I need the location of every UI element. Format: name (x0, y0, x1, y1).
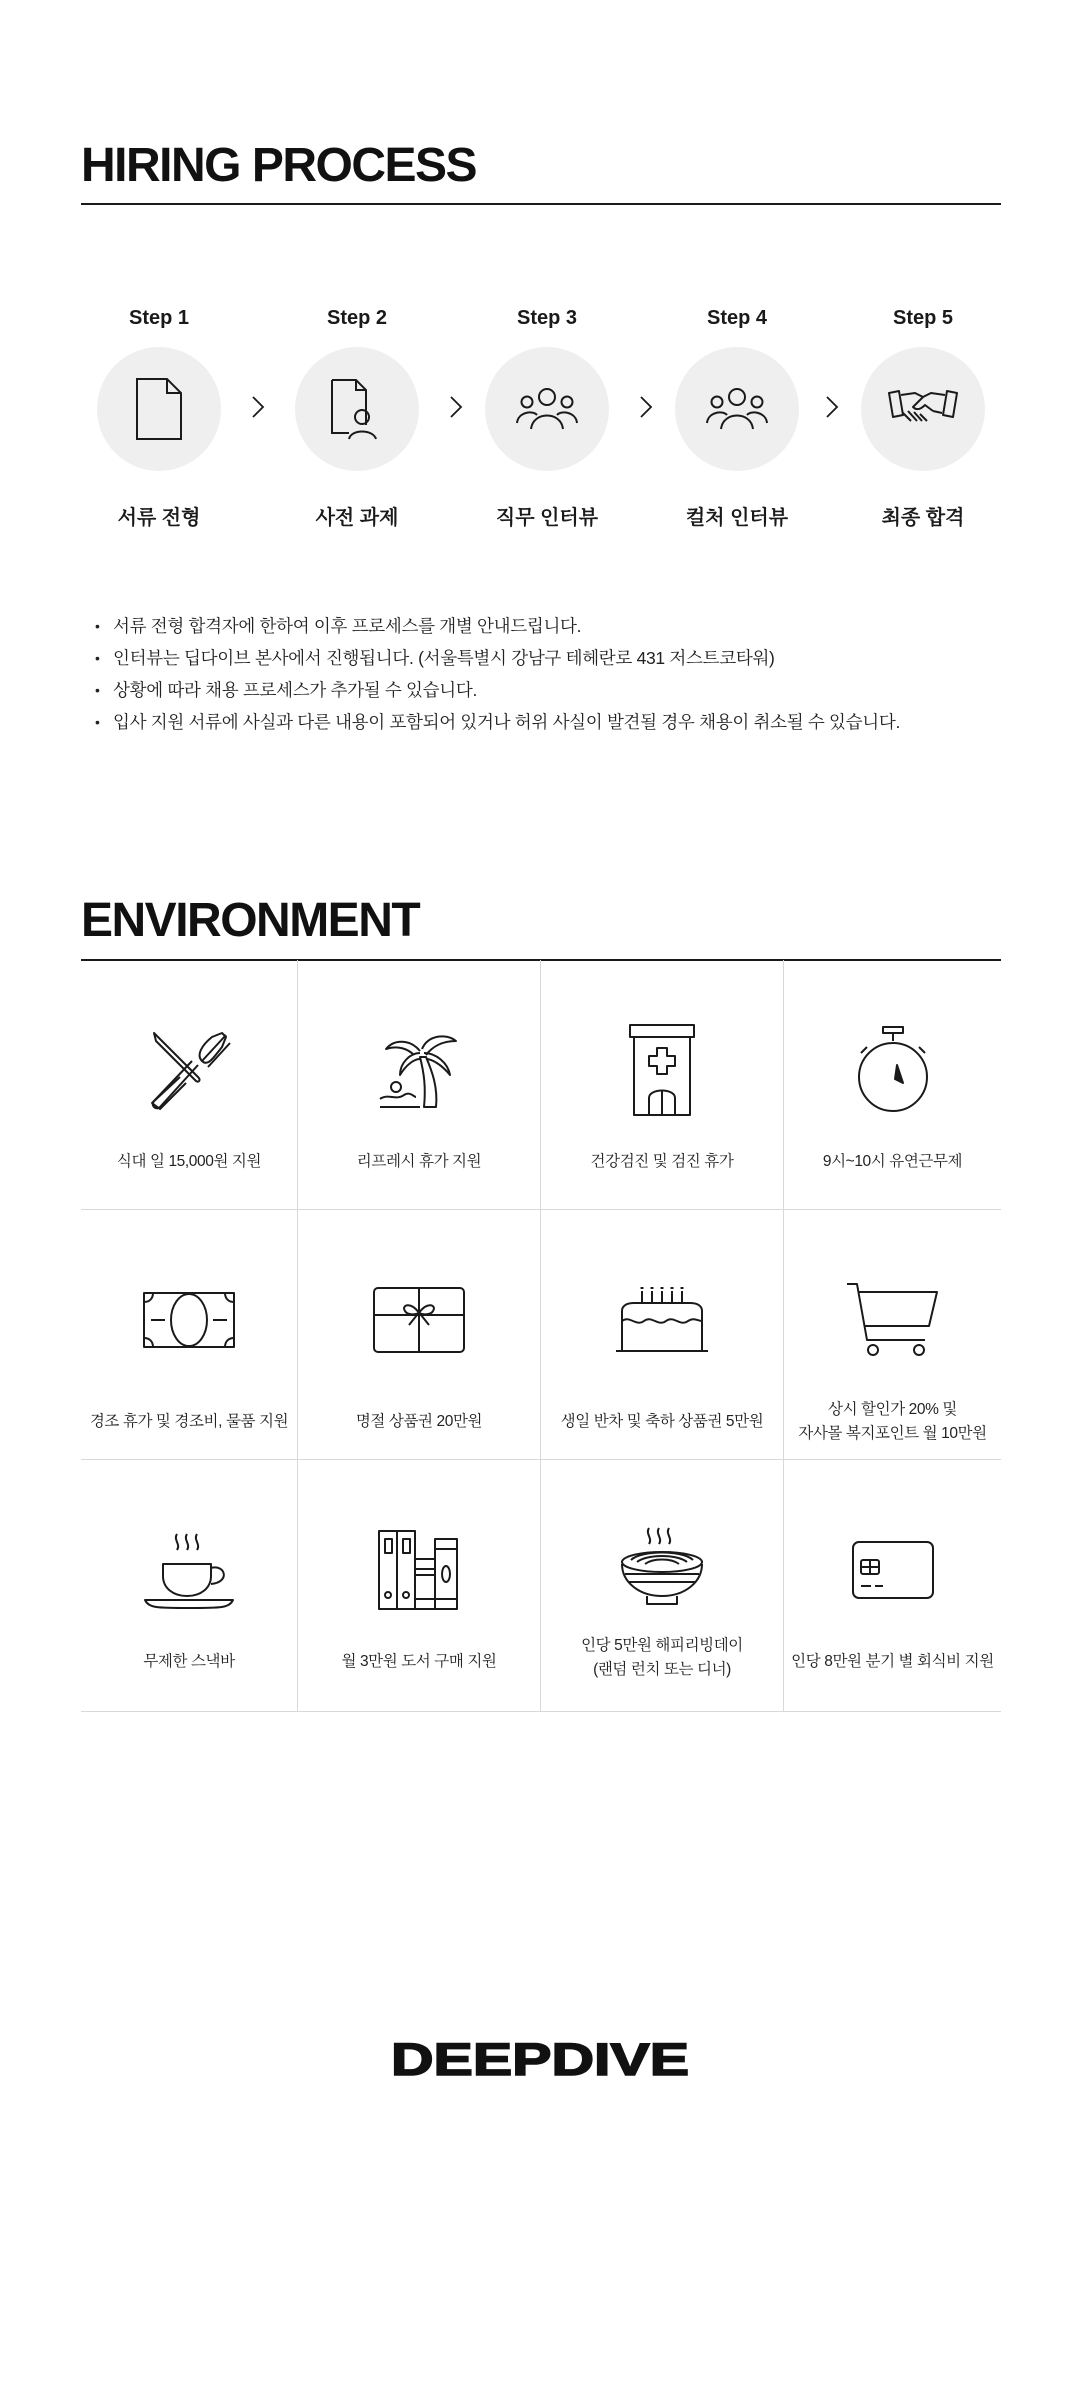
benefit-label: 인당 8만원 분기 별 회식비 지원 (791, 1653, 994, 1670)
deepdive-logo (0, 2040, 1080, 2080)
benefit-label: 경조 휴가 및 경조비, 물품 지원 (89, 1413, 289, 1430)
chevron-right-icon (639, 395, 653, 419)
logo-text: DEEPDIVE (391, 2040, 689, 2080)
step-3 (485, 305, 609, 530)
list-item: • 상황에 따라 채용 프로세스가 추가될 수 있습니다. (95, 674, 900, 706)
benefit-label: 리프레시 휴가 지원 (356, 1153, 482, 1170)
step-label: Step 3 (516, 307, 578, 329)
benefit-label: 식대 일 15,000원 지원 (116, 1153, 262, 1170)
step-icon-circle (675, 347, 799, 471)
hiring-title-divider (81, 203, 1001, 205)
benefit-label: 명절 상품권 20만원 (355, 1413, 483, 1430)
benefit-employee-discount (784, 1210, 1001, 1460)
list-item: • 입사 지원 서류에 사실과 다른 내용이 포함되어 있거나 허위 사실이 발견될 경우 채용이 취소될 수 있습니다. (95, 706, 900, 738)
step-1 (97, 305, 221, 530)
group-icon (515, 387, 579, 431)
benefit-holiday-voucher (298, 1210, 541, 1460)
shopping-cart-icon (838, 1265, 948, 1375)
benefit-label: 9시~10시 유연근무제 (822, 1153, 963, 1170)
benefit-flex-time (784, 960, 1001, 1210)
step-name: 사전 과제 (315, 507, 399, 529)
gift-card-icon (364, 1265, 474, 1375)
credit-card-icon (838, 1515, 948, 1625)
step-label: Step 5 (892, 307, 954, 329)
chevron-right-icon (449, 395, 463, 419)
benefit-label-line: 상시 할인가 20% 및 (828, 1401, 957, 1418)
step-2 (295, 305, 419, 530)
step-5 (861, 305, 985, 530)
benefit-happy-living-day (541, 1460, 784, 1712)
books-icon (364, 1515, 474, 1625)
step-icon-circle (97, 347, 221, 471)
document-icon (134, 376, 184, 442)
step-4 (675, 305, 799, 530)
noodle-bowl-icon (607, 1515, 717, 1625)
hiring-steps (81, 305, 1001, 545)
benefit-book-purchase (298, 1460, 541, 1712)
step-label: Step 4 (706, 307, 768, 329)
step-label: Step 2 (326, 307, 388, 329)
step-name: 직무 인터뷰 (495, 507, 599, 529)
benefit-condolence (81, 1210, 298, 1460)
step-icon-circle (295, 347, 419, 471)
environment-title: ENVIRONMENT (81, 894, 420, 947)
hiring-notes-list (95, 610, 900, 738)
stopwatch-icon (838, 1015, 948, 1125)
birthday-cake-icon (607, 1265, 717, 1375)
benefit-label: 건강검진 및 검진 휴가 (590, 1153, 734, 1170)
group-icon (705, 387, 769, 431)
palm-tree-icon (364, 1015, 474, 1125)
money-bill-icon (134, 1265, 244, 1375)
hiring-process-title: HIRING PROCESS (81, 139, 477, 192)
assignment-icon (329, 377, 385, 441)
benefit-label-line: (랜덤 런치 또는 디너) (593, 1661, 731, 1678)
benefit-label: 생일 반차 및 축하 상품권 5만원 (560, 1413, 764, 1430)
benefit-label: 무제한 스낵바 (143, 1653, 235, 1670)
chevron-right-icon (825, 395, 839, 419)
benefit-meal (81, 960, 298, 1210)
chevron-right-icon (251, 395, 265, 419)
benefit-label-line: 인당 5만원 해피리빙데이 (581, 1637, 743, 1654)
step-name: 서류 전형 (117, 507, 201, 529)
step-icon-circle (861, 347, 985, 471)
environment-grid (81, 960, 1001, 1712)
benefit-team-dinner (784, 1460, 1001, 1712)
benefit-label-line: 자사몰 복지포인트 월 10만원 (798, 1425, 987, 1442)
list-item: • 인터뷰는 딥다이브 본사에서 진행됩니다. (서울특별시 강남구 테헤란로 431 저스트코타워) (95, 642, 900, 674)
step-name: 컬처 인터뷰 (685, 507, 789, 529)
benefit-snack-bar (81, 1460, 298, 1712)
handshake-icon (887, 385, 959, 433)
coffee-cup-icon (134, 1515, 244, 1625)
benefit-refresh-leave (298, 960, 541, 1210)
benefit-label: 월 3만원 도서 구매 지원 (341, 1653, 497, 1670)
step-label: Step 1 (128, 307, 190, 329)
step-name: 최종 합격 (881, 507, 965, 529)
benefit-birthday (541, 1210, 784, 1460)
hospital-icon (607, 1015, 717, 1125)
utensils-icon (134, 1015, 244, 1125)
step-icon-circle (485, 347, 609, 471)
list-item: • 서류 전형 합격자에 한하여 이후 프로세스를 개별 안내드립니다. (95, 610, 900, 642)
deepdive-wordmark (390, 2040, 690, 2080)
benefit-health-check (541, 960, 784, 1210)
